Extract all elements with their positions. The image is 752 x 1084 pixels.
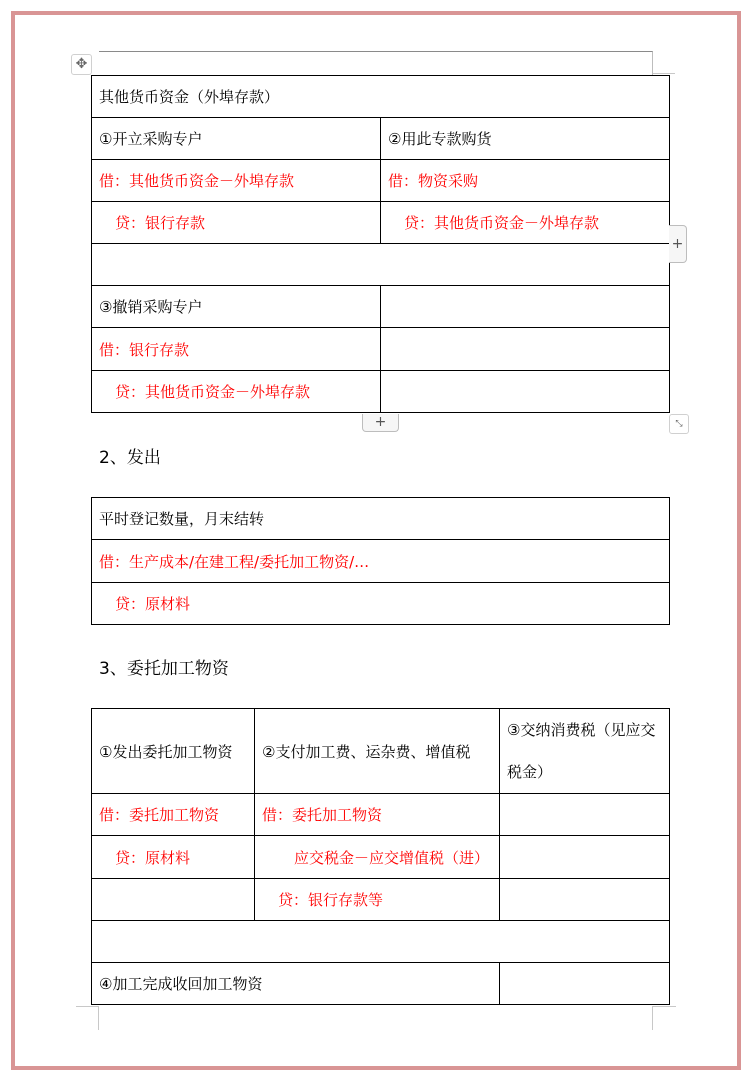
table-title: 其他货币资金（外埠存款）: [99, 88, 280, 106]
col1-debit: 借：委托加工物资: [99, 806, 220, 824]
step3-debit: 借：银行存款: [99, 340, 190, 359]
issue-debit-cell[interactable]: [92, 540, 670, 583]
col2-credit-cell[interactable]: [255, 879, 500, 921]
step3-debit-cell[interactable]: [92, 328, 381, 371]
col2-credit: 贷：银行存款等: [278, 891, 384, 909]
issue-debit: 借：生产成本/在建工程/委托加工物资/…: [99, 552, 370, 571]
add-row-button[interactable]: [362, 414, 399, 432]
empty-cell[interactable]: [381, 328, 670, 371]
crop-mark: [98, 1006, 99, 1030]
issue-note: 平时登记数量，月末结转: [99, 510, 265, 528]
plus-icon: +: [671, 236, 684, 252]
empty-cell[interactable]: [92, 879, 255, 921]
step1-credit-cell[interactable]: [92, 202, 381, 244]
col2-debit2: 应交税金－应交增值税（进）: [294, 848, 490, 867]
col3-label-line2: 税金）: [507, 763, 553, 781]
step2-credit-cell[interactable]: [381, 202, 670, 244]
col3-label-line1: ③交纳消费税（见应交: [507, 721, 656, 739]
step2-label-cell[interactable]: [381, 118, 670, 160]
issue-credit-cell[interactable]: [92, 583, 670, 625]
step3-label: ③撤销采购专户: [99, 298, 203, 316]
empty-cell[interactable]: [500, 879, 670, 921]
move-arrows-icon: ✥: [75, 56, 88, 72]
resize-diagonal-icon: ⤡: [675, 419, 683, 429]
section2-heading: 2、发出: [99, 448, 161, 468]
col2-label-cell[interactable]: [255, 709, 500, 794]
step2-debit: 借：物资采购: [388, 172, 479, 190]
table-title-cell[interactable]: [92, 76, 670, 118]
table-resize-handle[interactable]: [669, 414, 689, 434]
step2-credit: 贷：其他货币资金－外埠存款: [404, 214, 600, 232]
crop-mark: [652, 1006, 653, 1030]
section3-heading: 3、委托加工物资: [99, 659, 229, 679]
plus-icon: +: [374, 414, 387, 430]
crop-mark: [76, 1006, 99, 1007]
empty-cell[interactable]: [381, 371, 670, 413]
step1-credit: 贷：银行存款: [115, 214, 206, 232]
step2-label: ②用此专款购货: [388, 130, 492, 148]
step4-label-cell[interactable]: [92, 963, 500, 1005]
crop-mark: [652, 1006, 676, 1007]
previous-table-cell-edge: [99, 51, 653, 75]
col1-label: ①发出委托加工物资: [99, 742, 233, 761]
col1-credit-cell[interactable]: [92, 836, 255, 879]
col1-label-cell[interactable]: [92, 709, 255, 794]
step3-label-cell[interactable]: [92, 286, 381, 328]
issue-credit: 贷：原材料: [115, 595, 191, 613]
consigned-processing-table: [91, 708, 670, 1005]
empty-cell[interactable]: [500, 794, 670, 836]
step2-debit-cell[interactable]: [381, 160, 670, 202]
empty-cell[interactable]: [381, 286, 670, 328]
issue-note-cell[interactable]: [92, 498, 670, 540]
empty-cell[interactable]: [92, 244, 670, 286]
add-column-button[interactable]: [669, 225, 687, 263]
other-monetary-funds-table: [91, 75, 670, 413]
col3-label-cell[interactable]: [500, 709, 670, 794]
issue-table: [91, 497, 670, 625]
step1-label-cell[interactable]: [92, 118, 381, 160]
col1-credit: 贷：原材料: [115, 848, 191, 867]
empty-cell[interactable]: [500, 963, 670, 1005]
empty-cell[interactable]: [92, 921, 670, 963]
step3-credit: 贷：其他货币资金－外埠存款: [115, 383, 311, 401]
table-move-handle[interactable]: [71, 54, 92, 75]
col2-label: ②支付加工费、运杂费、增值税: [262, 742, 471, 761]
step1-debit-cell[interactable]: [92, 160, 381, 202]
crop-mark: [653, 73, 675, 74]
step3-credit-cell[interactable]: [92, 371, 381, 413]
empty-cell[interactable]: [500, 836, 670, 879]
col2-debit-cell[interactable]: [255, 794, 500, 836]
col1-debit-cell[interactable]: [92, 794, 255, 836]
step1-debit: 借：其他货币资金－外埠存款: [99, 172, 295, 190]
step1-label: ①开立采购专户: [99, 130, 203, 148]
col2-debit: 借：委托加工物资: [262, 806, 383, 824]
step4-label: ④加工完成收回加工物资: [99, 975, 263, 993]
col2-debit2-cell[interactable]: [255, 836, 500, 879]
